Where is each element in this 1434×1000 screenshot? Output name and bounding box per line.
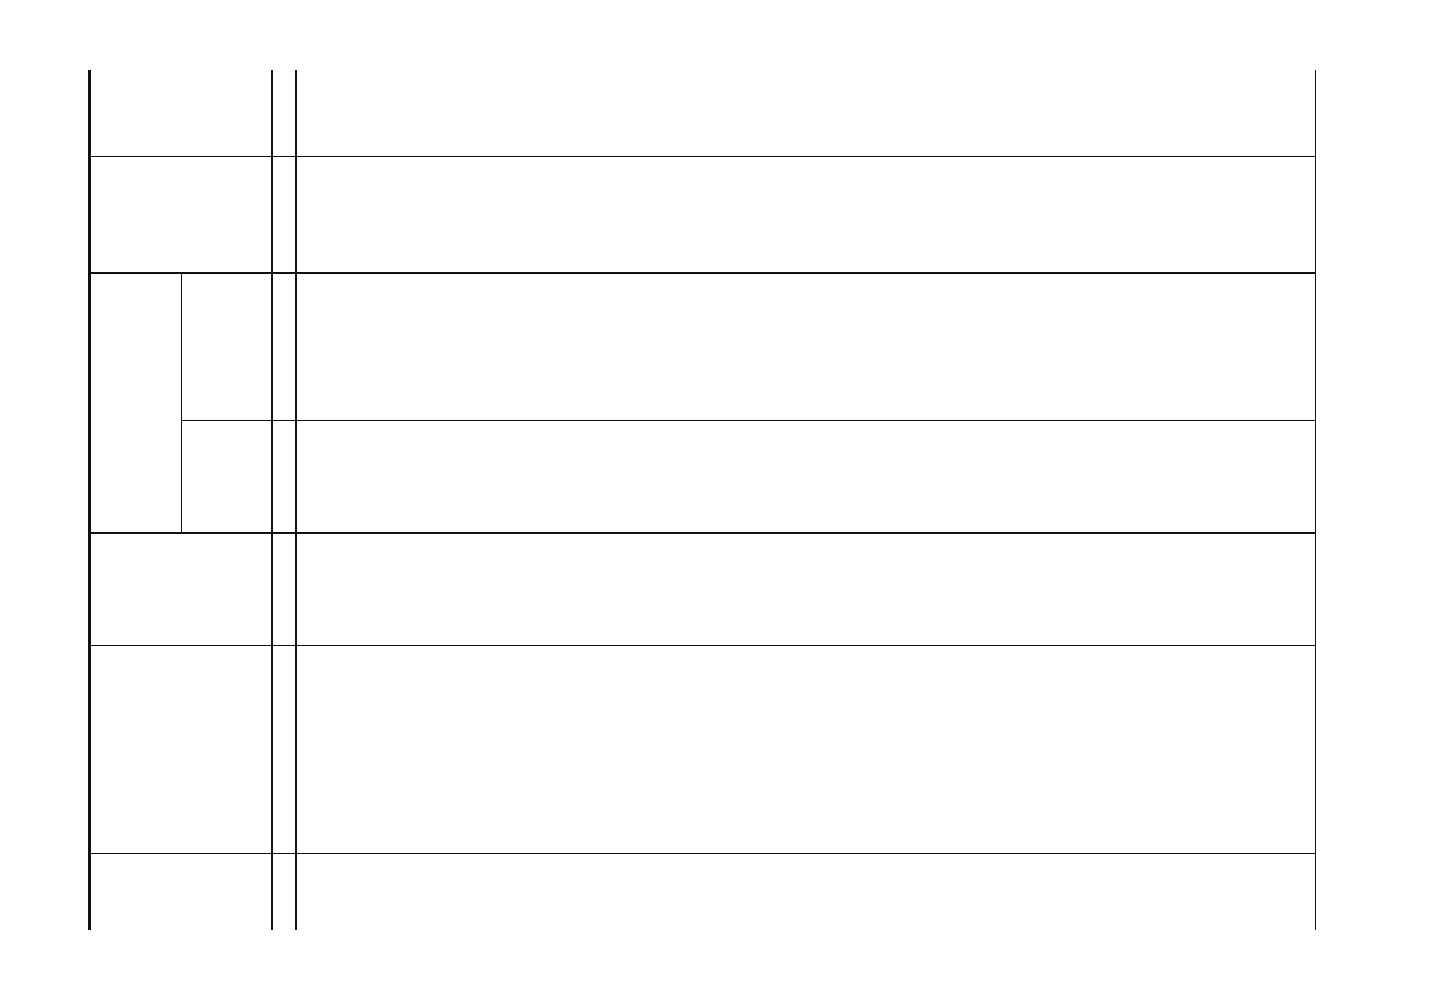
col-12-number xyxy=(271,157,295,274)
col-8-number xyxy=(271,646,295,854)
table-header-row xyxy=(91,70,273,930)
col-10-11-header xyxy=(91,274,182,534)
remarks-column xyxy=(293,72,1303,157)
col-11-number xyxy=(271,274,295,421)
col-8-header xyxy=(91,646,271,854)
divider xyxy=(181,420,1315,421)
divider xyxy=(91,853,1315,854)
col-11-header xyxy=(181,274,271,421)
col-13-header xyxy=(91,70,271,157)
budget-table xyxy=(88,70,1316,930)
col-7-number xyxy=(271,854,295,930)
col-9-number xyxy=(271,534,295,646)
col-13-number xyxy=(271,70,295,157)
divider xyxy=(91,645,1315,646)
page-header xyxy=(10,70,60,930)
col-7-header xyxy=(91,854,271,930)
col-10-number xyxy=(271,421,295,534)
divider xyxy=(91,272,1315,274)
col-10-header xyxy=(181,421,271,534)
col-9-header xyxy=(91,534,271,646)
col-12-header xyxy=(91,157,271,274)
divider xyxy=(91,532,1315,534)
